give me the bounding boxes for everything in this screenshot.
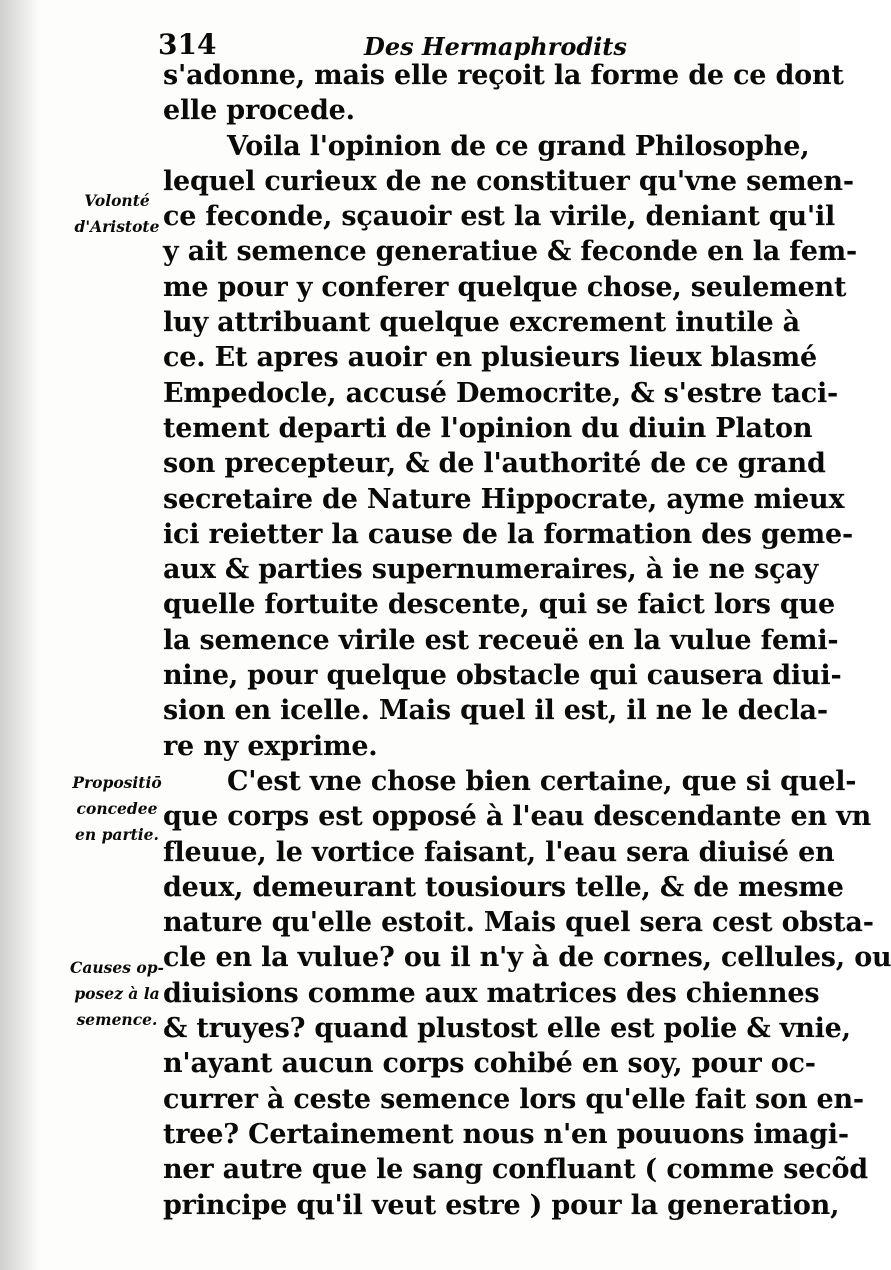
text-line: me pour y conferer quelque chose, seulement xyxy=(163,271,847,303)
text-line: Voila l'opinion de ce grand Philosophe, xyxy=(227,130,810,162)
text-line: ici reietter la cause de la formation des geme- xyxy=(163,518,853,550)
text-line: ner autre que le sang confluant ( comme secõd xyxy=(163,1154,868,1186)
text-line: deux, demeurant tousiours telle, & de mesme xyxy=(163,871,844,903)
page-number: 314 xyxy=(158,28,217,61)
text-line: quelle fortuite descente, qui se faict lors que xyxy=(163,589,835,621)
margin-note: Propositiō concedee en partie. xyxy=(72,773,162,844)
text-line: la semence virile est receuë en la vulue femi- xyxy=(163,624,839,656)
margin-note: Volonté d'Aristote xyxy=(74,191,160,236)
text-line: n'ayant aucun corps cohibé en soy, pour oc- xyxy=(163,1048,816,1080)
text-line: tree? Certainement nous n'en pouuons imagi- xyxy=(163,1118,849,1150)
text-line: s'adonne, mais elle reçoit la forme de ce dont xyxy=(163,60,844,91)
text-line: re ny exprime. xyxy=(163,730,378,762)
running-title: Des Hermaphrodits xyxy=(364,32,627,61)
text-line: Empedocle, accusé Democrite, & s'estre taci- xyxy=(163,377,839,409)
text-line: son precepteur, & de l'authorité de ce grand xyxy=(163,448,826,480)
text-line: currer à ceste semence lors qu'elle fait son en- xyxy=(163,1083,864,1115)
text-line: diuisions comme aux matrices des chiennes xyxy=(163,977,820,1009)
text-line: principe qu'il veut estre ) pour la generation, xyxy=(163,1189,840,1221)
text-line: elle procede. xyxy=(163,95,355,127)
text-line: nature qu'elle estoit. Mais quel sera cest obsta- xyxy=(163,907,874,939)
text-line: que corps est opposé à l'eau descendante en vn xyxy=(163,801,872,833)
margin-note: Causes op- posez à la semence. xyxy=(70,958,164,1029)
text-line: sion en icelle. Mais quel il est, il ne le decla- xyxy=(163,695,828,727)
text-line: tement departi de l'opinion du diuin Platon xyxy=(163,412,813,444)
running-head xyxy=(150,14,627,61)
body-text xyxy=(163,58,891,1223)
text-line: lequel curieux de ne constituer qu'vne semen- xyxy=(163,165,854,197)
text-line: cle en la vulue? ou il n'y à de cornes, cellules, ou xyxy=(163,942,891,974)
text-line: y ait semence generatiue & feconde en la fem- xyxy=(163,236,858,268)
text-line: ce feconde, sçauoir est la virile, deniant qu'il xyxy=(163,201,836,233)
text-line: aux & parties supernumeraires, à ie ne sçay xyxy=(163,554,819,586)
text-line: ce. Et apres auoir en plusieurs lieux blasmé xyxy=(163,342,817,374)
text-line: luy attribuant quelque excrement inutile à xyxy=(163,307,800,339)
text-line: nine, pour quelque obstacle qui causera diui- xyxy=(163,660,842,692)
text-line: & truyes? quand plustost elle est polie & vnie, xyxy=(163,1013,851,1045)
text-line: fleuue, le vortice faisant, l'eau sera diuisé en xyxy=(163,836,835,868)
text-line: secretaire de Nature Hippocrate, ayme mieux xyxy=(163,483,845,515)
text-line: C'est vne chose bien certaine, que si quel- xyxy=(227,765,857,797)
